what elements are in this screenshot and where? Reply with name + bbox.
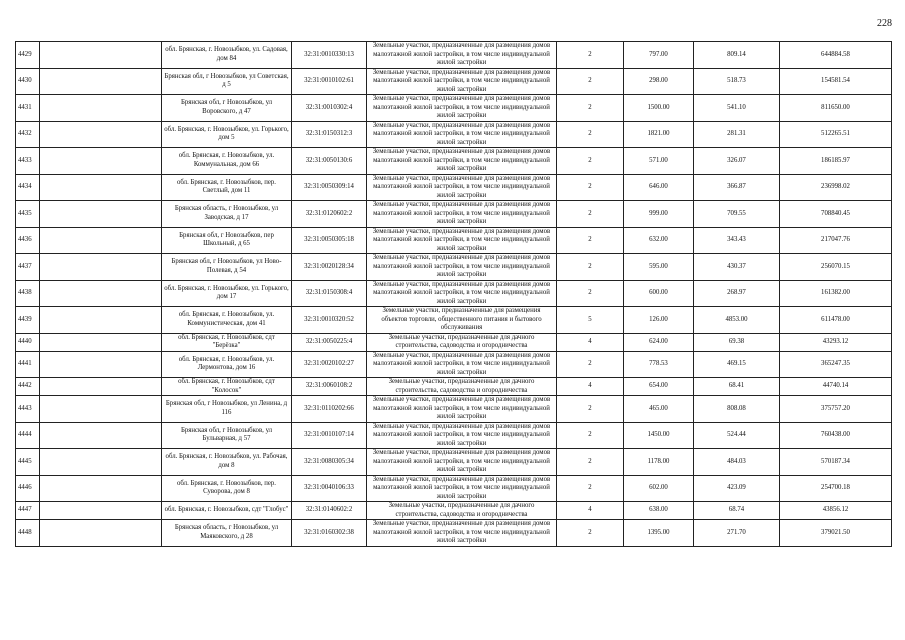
area-cell: 1821.00 [624, 121, 694, 148]
row-number: 4437 [16, 254, 40, 281]
cadastral-number-cell: 32:31:0120602:2 [292, 201, 367, 228]
specific-value-cell: 484.03 [694, 449, 780, 476]
cadastral-value-cell: 760438.00 [780, 422, 892, 449]
area-cell: 1395.00 [624, 520, 694, 547]
row-number: 4445 [16, 449, 40, 476]
area-cell: 624.00 [624, 333, 694, 351]
category-cell: 2 [557, 351, 624, 378]
specific-value-cell: 271.70 [694, 520, 780, 547]
table-row [16, 449, 892, 476]
table-row [16, 280, 892, 307]
category-cell: 2 [557, 422, 624, 449]
specific-value-cell: 69.38 [694, 333, 780, 351]
specific-value-cell: 541.10 [694, 95, 780, 122]
table-row [16, 396, 892, 423]
table-row [16, 121, 892, 148]
area-cell: 571.00 [624, 148, 694, 175]
cadastral-value-cell: 644884.58 [780, 42, 892, 69]
row-number: 4434 [16, 174, 40, 201]
address-cell: Брянская обл, г Новозыбков, пер Школьный, д 65 [162, 227, 292, 254]
specific-value-cell: 518.73 [694, 68, 780, 95]
area-cell: 1450.00 [624, 422, 694, 449]
address-cell: обл. Брянская, г. Новозыбков, ул. Садовая, дом 84 [162, 42, 292, 69]
cadastral-value-cell: 186185.97 [780, 148, 892, 175]
area-cell: 632.00 [624, 227, 694, 254]
table-row [16, 254, 892, 281]
page-number: 228 [877, 18, 892, 29]
land-use-cell: Земельные участки, предназначенные для размещения объектов торговли, общественного питания и бытового обслуживания [367, 307, 557, 334]
row-number: 4439 [16, 307, 40, 334]
address-cell: обл. Брянская, г. Новозыбков, ул. Коммунальная, дом 66 [162, 148, 292, 175]
table-row [16, 422, 892, 449]
cadastral-value-cell: 570187.34 [780, 449, 892, 476]
land-use-cell: Земельные участки, предназначенные для размещения домов малоэтажной жилой застройки, в том числе индивидуальной жилой застройки [367, 201, 557, 228]
cadastral-number-cell: 32:31:0050225:4 [292, 333, 367, 351]
cadastral-value-cell: 512265.51 [780, 121, 892, 148]
category-cell: 4 [557, 502, 624, 520]
area-cell: 602.00 [624, 475, 694, 502]
land-use-cell: Земельные участки, предназначенные для размещения домов малоэтажной жилой застройки, в том числе индивидуальной жилой застройки [367, 95, 557, 122]
cadastral-value-cell: 44740.14 [780, 378, 892, 396]
address-cell: Брянская обл, г Новозыбков, ул Ново-Полевая, д 54 [162, 254, 292, 281]
row-number: 4441 [16, 351, 40, 378]
area-cell: 465.00 [624, 396, 694, 423]
cadastral-value-cell: 161382.00 [780, 280, 892, 307]
cadastral-value-cell: 365247.35 [780, 351, 892, 378]
blank-cell [40, 520, 162, 547]
cadastral-number-cell: 32:31:0080305:34 [292, 449, 367, 476]
area-cell: 654.00 [624, 378, 694, 396]
address-cell: Брянская обл, г Новозыбков, ул Ленина, д 116 [162, 396, 292, 423]
cadastral-number-cell: 32:31:0110202:66 [292, 396, 367, 423]
category-cell: 2 [557, 68, 624, 95]
table-row [16, 201, 892, 228]
specific-value-cell: 281.31 [694, 121, 780, 148]
table-row [16, 95, 892, 122]
category-cell: 4 [557, 378, 624, 396]
specific-value-cell: 343.43 [694, 227, 780, 254]
table-row [16, 502, 892, 520]
address-cell: обл. Брянская, г. Новозыбков, ул. Лермонтова, дом 16 [162, 351, 292, 378]
row-number: 4446 [16, 475, 40, 502]
blank-cell [40, 378, 162, 396]
row-number: 4444 [16, 422, 40, 449]
cadastral-value-cell: 256070.15 [780, 254, 892, 281]
land-use-cell: Земельные участки, предназначенные для размещения домов малоэтажной жилой застройки, в том числе индивидуальной жилой застройки [367, 254, 557, 281]
blank-cell [40, 68, 162, 95]
cadastral-number-cell: 32:31:0010107:14 [292, 422, 367, 449]
cadastral-value-cell: 611478.00 [780, 307, 892, 334]
address-cell: обл. Брянская, г. Новозыбков, пер. Светлый, дом 11 [162, 174, 292, 201]
land-use-cell: Земельные участки, предназначенные для размещения домов малоэтажной жилой застройки, в том числе индивидуальной жилой застройки [367, 121, 557, 148]
blank-cell [40, 95, 162, 122]
land-use-cell: Земельные участки, предназначенные для дачного строительства, садоводства и огородничества [367, 333, 557, 351]
area-cell: 646.00 [624, 174, 694, 201]
category-cell: 2 [557, 42, 624, 69]
address-cell: обл. Брянская, г. Новозыбков, пер. Суворова, дом 8 [162, 475, 292, 502]
category-cell: 5 [557, 307, 624, 334]
cadastral-value-cell: 43293.12 [780, 333, 892, 351]
cadastral-value-cell: 708840.45 [780, 201, 892, 228]
blank-cell [40, 475, 162, 502]
land-use-cell: Земельные участки, предназначенные для размещения домов малоэтажной жилой застройки, в том числе индивидуальной жилой застройки [367, 68, 557, 95]
land-use-cell: Земельные участки, предназначенные для размещения домов малоэтажной жилой застройки, в том числе индивидуальной жилой застройки [367, 422, 557, 449]
row-number: 4435 [16, 201, 40, 228]
category-cell: 2 [557, 280, 624, 307]
category-cell: 2 [557, 201, 624, 228]
land-use-cell: Земельные участки, предназначенные для размещения домов малоэтажной жилой застройки, в том числе индивидуальной жилой застройки [367, 449, 557, 476]
table-row [16, 378, 892, 396]
row-number: 4438 [16, 280, 40, 307]
table-row [16, 475, 892, 502]
cadastral-number-cell: 32:31:0150308:4 [292, 280, 367, 307]
cadastral-value-cell: 154581.54 [780, 68, 892, 95]
land-use-cell: Земельные участки, предназначенные для размещения домов малоэтажной жилой застройки, в том числе индивидуальной жилой застройки [367, 148, 557, 175]
blank-cell [40, 396, 162, 423]
cadastral-number-cell: 32:31:0020128:34 [292, 254, 367, 281]
address-cell: Брянская обл, г Новозыбков, ул Советская, д 5 [162, 68, 292, 95]
cadastral-number-cell: 32:31:0050305:18 [292, 227, 367, 254]
address-cell: обл. Брянская, г. Новозыбков, ул. Коммунистическая, дом 41 [162, 307, 292, 334]
blank-cell [40, 254, 162, 281]
cadastral-value-cell: 236998.02 [780, 174, 892, 201]
cadastral-number-cell: 32:31:0040106:33 [292, 475, 367, 502]
cadastral-value-table [15, 41, 892, 547]
table-body [16, 42, 892, 547]
area-cell: 797.00 [624, 42, 694, 69]
specific-value-cell: 326.07 [694, 148, 780, 175]
table-row [16, 148, 892, 175]
specific-value-cell: 366.87 [694, 174, 780, 201]
cadastral-number-cell: 32:31:0160302:38 [292, 520, 367, 547]
land-use-cell: Земельные участки, предназначенные для размещения домов малоэтажной жилой застройки, в том числе индивидуальной жилой застройки [367, 351, 557, 378]
row-number: 4430 [16, 68, 40, 95]
address-cell: Брянская область, г Новозыбков, ул Заводская, д 17 [162, 201, 292, 228]
cadastral-value-cell: 254700.18 [780, 475, 892, 502]
row-number: 4429 [16, 42, 40, 69]
address-cell: обл. Брянская, г. Новозыбков, сдт "Колосок" [162, 378, 292, 396]
category-cell: 2 [557, 148, 624, 175]
category-cell: 2 [557, 520, 624, 547]
category-cell: 2 [557, 121, 624, 148]
row-number: 4431 [16, 95, 40, 122]
land-use-cell: Земельные участки, предназначенные для размещения домов малоэтажной жилой застройки, в том числе индивидуальной жилой застройки [367, 396, 557, 423]
area-cell: 600.00 [624, 280, 694, 307]
specific-value-cell: 808.08 [694, 396, 780, 423]
cadastral-value-cell: 217047.76 [780, 227, 892, 254]
blank-cell [40, 280, 162, 307]
table-row [16, 307, 892, 334]
land-use-cell: Земельные участки, предназначенные для дачного строительства, садоводства и огородничества [367, 378, 557, 396]
address-cell: обл. Брянская, г. Новозыбков, ул. Горького, дом 5 [162, 121, 292, 148]
row-number: 4442 [16, 378, 40, 396]
row-number: 4443 [16, 396, 40, 423]
specific-value-cell: 524.44 [694, 422, 780, 449]
table-row [16, 42, 892, 69]
category-cell: 2 [557, 174, 624, 201]
cadastral-number-cell: 32:31:0010302:4 [292, 95, 367, 122]
table-row [16, 333, 892, 351]
address-cell: обл. Брянская, г. Новозыбков, сдт "Глобус" [162, 502, 292, 520]
address-cell: Брянская область, г Новозыбков, ул Маяковского, д 28 [162, 520, 292, 547]
row-number: 4448 [16, 520, 40, 547]
row-number: 4433 [16, 148, 40, 175]
area-cell: 1178.00 [624, 449, 694, 476]
category-cell: 2 [557, 475, 624, 502]
cadastral-number-cell: 32:31:0150312:3 [292, 121, 367, 148]
area-cell: 595.00 [624, 254, 694, 281]
land-use-cell: Земельные участки, предназначенные для размещения домов малоэтажной жилой застройки, в том числе индивидуальной жилой застройки [367, 520, 557, 547]
address-cell: Брянская обл, г Новозыбков, ул Воровского, д 47 [162, 95, 292, 122]
row-number: 4447 [16, 502, 40, 520]
specific-value-cell: 268.97 [694, 280, 780, 307]
blank-cell [40, 351, 162, 378]
specific-value-cell: 68.41 [694, 378, 780, 396]
land-use-cell: Земельные участки, предназначенные для размещения домов малоэтажной жилой застройки, в том числе индивидуальной жилой застройки [367, 280, 557, 307]
cadastral-number-cell: 32:31:0140602:2 [292, 502, 367, 520]
row-number: 4436 [16, 227, 40, 254]
blank-cell [40, 422, 162, 449]
specific-value-cell: 68.74 [694, 502, 780, 520]
category-cell: 2 [557, 396, 624, 423]
cadastral-value-cell: 811650.00 [780, 95, 892, 122]
category-cell: 2 [557, 227, 624, 254]
category-cell: 2 [557, 95, 624, 122]
specific-value-cell: 430.37 [694, 254, 780, 281]
table-row [16, 351, 892, 378]
area-cell: 638.00 [624, 502, 694, 520]
blank-cell [40, 333, 162, 351]
address-cell: Брянская обл, г Новозыбков, ул Бульварная, д 57 [162, 422, 292, 449]
cadastral-number-cell: 32:31:0020102:27 [292, 351, 367, 378]
blank-cell [40, 174, 162, 201]
specific-value-cell: 469.15 [694, 351, 780, 378]
area-cell: 126.00 [624, 307, 694, 334]
row-number: 4440 [16, 333, 40, 351]
address-cell: обл. Брянская, г. Новозыбков, сдт "Берёзка" [162, 333, 292, 351]
blank-cell [40, 502, 162, 520]
specific-value-cell: 423.09 [694, 475, 780, 502]
area-cell: 778.53 [624, 351, 694, 378]
cadastral-value-cell: 379021.50 [780, 520, 892, 547]
cadastral-number-cell: 32:31:0060108:2 [292, 378, 367, 396]
land-use-cell: Земельные участки, предназначенные для размещения домов малоэтажной жилой застройки, в том числе индивидуальной жилой застройки [367, 174, 557, 201]
cadastral-value-cell: 43856.12 [780, 502, 892, 520]
cadastral-number-cell: 32:31:0050309:14 [292, 174, 367, 201]
blank-cell [40, 201, 162, 228]
address-cell: обл. Брянская, г. Новозыбков, ул. Горького, дом 17 [162, 280, 292, 307]
area-cell: 1500.00 [624, 95, 694, 122]
blank-cell [40, 42, 162, 69]
area-cell: 999.00 [624, 201, 694, 228]
cadastral-number-cell: 32:31:0010102:61 [292, 68, 367, 95]
table-row [16, 227, 892, 254]
blank-cell [40, 307, 162, 334]
blank-cell [40, 227, 162, 254]
blank-cell [40, 121, 162, 148]
land-use-cell: Земельные участки, предназначенные для дачного строительства, садоводства и огородничества [367, 502, 557, 520]
cadastral-value-cell: 375757.20 [780, 396, 892, 423]
cadastral-number-cell: 32:31:0010330:13 [292, 42, 367, 69]
cadastral-number-cell: 32:31:0050130:6 [292, 148, 367, 175]
blank-cell [40, 449, 162, 476]
table-row [16, 520, 892, 547]
specific-value-cell: 809.14 [694, 42, 780, 69]
cadastral-number-cell: 32:31:0010320:52 [292, 307, 367, 334]
address-cell: обл. Брянская, г. Новозыбков, ул. Рабочая, дом 8 [162, 449, 292, 476]
row-number: 4432 [16, 121, 40, 148]
table-row [16, 68, 892, 95]
land-use-cell: Земельные участки, предназначенные для размещения домов малоэтажной жилой застройки, в том числе индивидуальной жилой застройки [367, 475, 557, 502]
category-cell: 2 [557, 449, 624, 476]
category-cell: 2 [557, 254, 624, 281]
specific-value-cell: 4853.00 [694, 307, 780, 334]
blank-cell [40, 148, 162, 175]
specific-value-cell: 709.55 [694, 201, 780, 228]
table-row [16, 174, 892, 201]
land-use-cell: Земельные участки, предназначенные для размещения домов малоэтажной жилой застройки, в том числе индивидуальной жилой застройки [367, 227, 557, 254]
category-cell: 4 [557, 333, 624, 351]
area-cell: 298.00 [624, 68, 694, 95]
land-use-cell: Земельные участки, предназначенные для размещения домов малоэтажной жилой застройки, в том числе индивидуальной жилой застройки [367, 42, 557, 69]
